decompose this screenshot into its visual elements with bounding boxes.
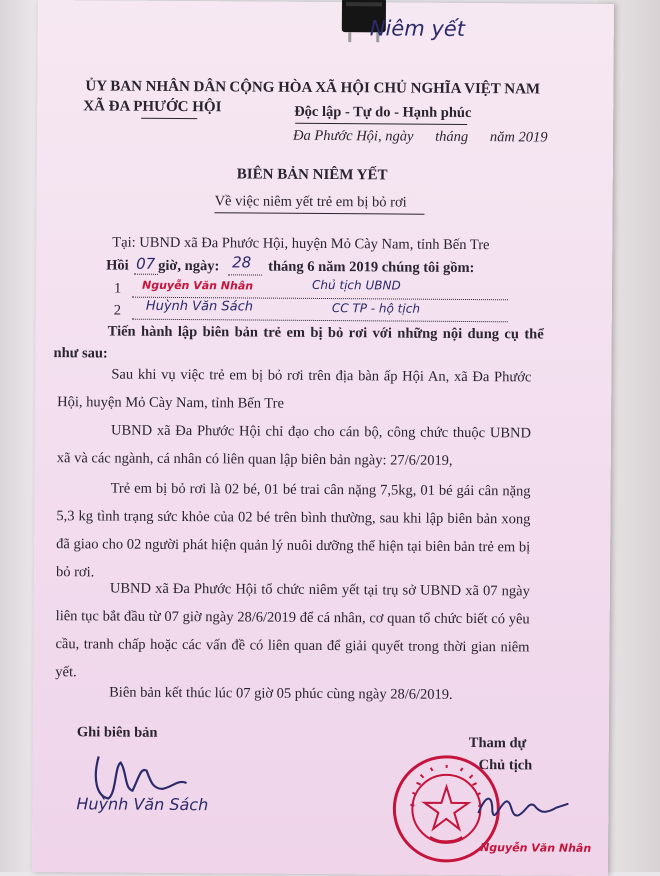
recorder-label: Ghi biên bản (76, 724, 158, 741)
time-hour-handwritten: 07 (136, 254, 156, 273)
agency-underline (141, 118, 197, 119)
paragraph-4: UBND xã Đa Phước Hội tổ chức niêm yết tại trụ sở UBND xã 07 ngày liên tục bắt đầu từ 07 giờ ngày 28/6/2019 để cá nhân, cơ quan tổ chức biết có yêu cầu, tranh chấp hoặc các vấn đề có liên quan để giải quyết trong thời gian niêm yết. (55, 580, 530, 681)
time-line-mid: giờ, ngày: (158, 257, 220, 275)
chairman-label: Chủ tịch (478, 757, 533, 774)
member-2-role-handwritten: CC TP - hộ tịch (331, 301, 421, 316)
chairman-name-handwritten: Nguyễn Văn Nhân (480, 841, 592, 855)
member-1-role-handwritten: Chủ tịch UBND (311, 277, 401, 293)
agency-name-line2: XÃ ĐA PHƯỚC HỘI (83, 98, 222, 116)
annotation-niem-yet: Niêm yết (369, 16, 466, 41)
member-2-number: 2 (113, 302, 122, 319)
motto-underline (295, 123, 467, 125)
hour-dotted-line (134, 274, 158, 275)
participant-label: Tham dự (468, 735, 527, 752)
time-line-prefix: Hồi (106, 257, 129, 274)
member-2-name-handwritten: Huỳnh Văn Sách (145, 298, 254, 315)
nation-title: CỘNG HÒA XÃ HỘI CHỦ NGHĨA VIỆT NAM (229, 79, 541, 98)
member-1-number: 1 (113, 280, 122, 297)
recorder-name-handwritten: Huỳnh Văn Sách (76, 794, 209, 815)
document-subtitle: Về việc niêm yết trẻ em bị bỏ rơi (214, 193, 407, 211)
paragraph-3: Trẻ em bị bỏ rơi là 02 bé, 01 bé trai cân nặng 7,5kg, 01 bé gái cân nặng 5,3 kg tình trạng sức khỏe của 02 bé trên bình thường, sau khi lập biên bản xong đã giao cho 02 người phát hiện quản lý nuôi dưỡng thể hiện tại biên bản trẻ em bị bỏ rơi. (55, 480, 531, 581)
document-page (32, 0, 614, 876)
day-handwritten: 28 (232, 253, 252, 272)
location-line: Tại: UBND xã Đa Phước Hội, huyện Mỏ Cày Nam, tỉnh Bến Tre (112, 234, 490, 254)
document-title: BIÊN BẢN NIÊM YẾT (236, 166, 388, 184)
paragraph-1: Sau khi vụ việc trẻ em bị bỏ rơi trên địa bàn ấp Hội An, xã Đa Phước Hội, huyện Mỏ Cày Nam, tỉnh Bến Tre (57, 366, 532, 412)
subtitle-underline (215, 212, 425, 214)
time-line-suffix: tháng 6 năm 2019 chúng tôi gồm: (268, 258, 475, 277)
agency-name-line1: ỦY BAN NHÂN DÂN (85, 78, 227, 96)
paragraph-2: UBND xã Đa Phước Hội chỉ đạo cho cán bộ, công chức thuộc UBND xã và các ngành, cá nhân có liên quan lập biên bản ngày: 27/6/2019, (56, 422, 532, 469)
intro-statement: Tiến hành lập biên bản trẻ em bị bỏ rơi với những nội dung cụ thể như sau: (53, 323, 544, 362)
chairman-signature (472, 783, 572, 838)
day-dotted-line (228, 274, 262, 275)
nation-motto: Độc lập - Tự do - Hạnh phúc (294, 103, 472, 122)
date-line: Đa Phước Hội, ngày tháng năm 2019 (293, 127, 548, 146)
member-1-name-handwritten: Nguyễn Văn Nhân (141, 278, 254, 293)
paragraph-5: Biên bản kết thúc lúc 07 giờ 05 phúc cùng ngày 28/6/2019. (109, 684, 453, 703)
